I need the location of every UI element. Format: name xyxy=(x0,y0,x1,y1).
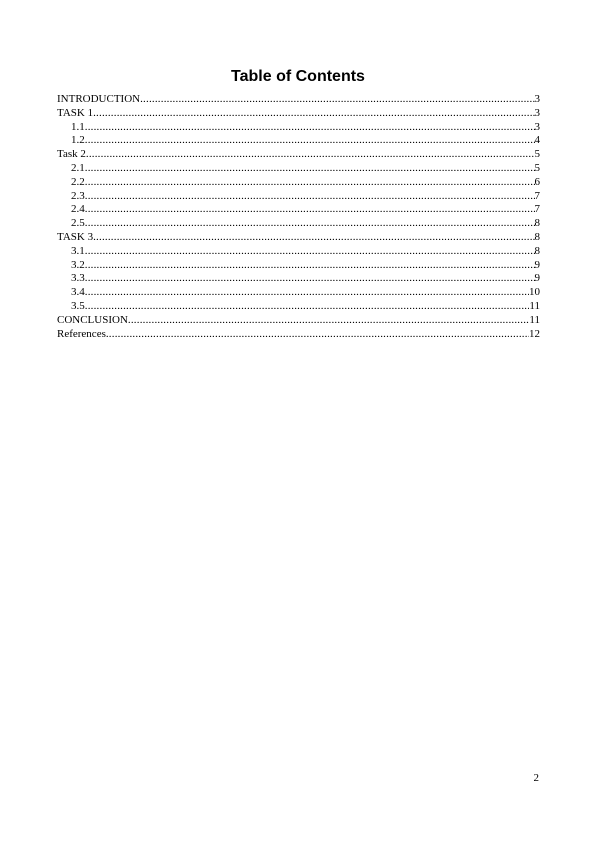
toc-entry-label: INTRODUCTION xyxy=(57,93,141,105)
toc-entry-label: 3.5 xyxy=(71,299,85,312)
toc-entry-label: TASK 3 xyxy=(57,230,94,243)
toc-dot-leader xyxy=(85,300,530,314)
toc-entry-page: 11 xyxy=(529,313,540,326)
toc-dot-leader xyxy=(85,134,535,148)
toc-entry-label: 1.2 xyxy=(71,134,85,147)
toc-entry-label: 2.3 xyxy=(71,189,85,202)
toc-dot-leader xyxy=(93,107,534,121)
toc-entry-page: 3 xyxy=(534,106,540,119)
toc-entry-page: 6 xyxy=(534,175,540,188)
toc-dot-leader xyxy=(85,162,535,176)
toc-entry-page: 8 xyxy=(534,230,540,243)
toc-entry-page: 11 xyxy=(529,299,540,312)
toc-dot-leader xyxy=(85,203,535,217)
toc-entry-page: 12 xyxy=(529,327,540,340)
toc-entry-label: 2.5 xyxy=(71,217,85,230)
toc-dot-leader xyxy=(85,121,535,135)
toc-entry-label: 2.4 xyxy=(71,203,85,216)
toc-dot-leader xyxy=(106,328,529,342)
toc-entry-3-4[interactable] xyxy=(57,286,540,300)
toc-dot-leader xyxy=(85,286,529,300)
toc-entry-page: 3 xyxy=(534,120,540,133)
toc-entry-label: 1.1 xyxy=(71,120,85,133)
toc-entry-page: 8 xyxy=(534,244,540,257)
toc-entry-page: 5 xyxy=(534,148,540,161)
toc-entry-label: 2.2 xyxy=(71,175,85,188)
toc-entry-label: Task 2 xyxy=(57,148,86,161)
table-of-contents xyxy=(57,93,540,341)
toc-entry-page: 5 xyxy=(534,161,540,174)
toc-entry-2-1[interactable] xyxy=(57,162,540,176)
toc-entry-2-3[interactable] xyxy=(57,190,540,204)
toc-dot-leader xyxy=(85,272,535,286)
toc-entry-page: 9 xyxy=(534,258,540,271)
toc-entry-3-5[interactable] xyxy=(57,300,540,314)
toc-entry-label: 2.1 xyxy=(71,161,85,174)
toc-entry-label: 3.4 xyxy=(71,286,85,299)
toc-entry-label: 3.2 xyxy=(71,258,85,271)
toc-dot-leader xyxy=(85,259,535,273)
toc-entry-label: 3.3 xyxy=(71,272,85,285)
toc-entry-2-2[interactable] xyxy=(57,176,540,190)
toc-entry-introduction[interactable] xyxy=(57,93,540,107)
toc-entry-page: 7 xyxy=(534,203,540,216)
toc-dot-leader xyxy=(93,231,534,245)
toc-dot-leader xyxy=(140,93,534,107)
toc-entry-3-3[interactable] xyxy=(57,272,540,286)
toc-dot-leader xyxy=(86,148,535,162)
toc-entry-page: 4 xyxy=(534,134,540,147)
toc-entry-label: TASK 1 xyxy=(57,106,94,119)
toc-dot-leader xyxy=(85,190,535,204)
toc-dot-leader xyxy=(85,217,535,231)
toc-entry-conclusion[interactable] xyxy=(57,314,540,328)
toc-entry-label: CONCLUSION xyxy=(57,313,128,326)
toc-dot-leader xyxy=(85,176,535,190)
toc-entry-page: 10 xyxy=(529,286,540,299)
toc-dot-leader xyxy=(85,245,535,259)
toc-entry-page: 3 xyxy=(534,93,540,105)
toc-entry-1-2[interactable] xyxy=(57,134,540,148)
toc-entry-2-4[interactable] xyxy=(57,203,540,217)
toc-dot-leader xyxy=(128,314,530,328)
toc-entry-task-2[interactable] xyxy=(57,148,540,162)
toc-entry-3-2[interactable] xyxy=(57,259,540,273)
toc-entry-label: References xyxy=(57,327,106,340)
page-number: 2 xyxy=(533,772,539,784)
toc-entry-page: 9 xyxy=(534,272,540,285)
toc-entry-task-1[interactable] xyxy=(57,107,540,121)
toc-entry-page: 7 xyxy=(534,189,540,202)
toc-entry-2-5[interactable] xyxy=(57,217,540,231)
toc-entry-1-1[interactable] xyxy=(57,121,540,135)
toc-entry-page: 8 xyxy=(534,217,540,230)
toc-entry-label: 3.1 xyxy=(71,244,85,257)
toc-entry-3-1[interactable] xyxy=(57,245,540,259)
toc-entry-task-3[interactable] xyxy=(57,231,540,245)
toc-entry-references[interactable] xyxy=(57,328,540,342)
page-title: Table of Contents xyxy=(231,68,365,85)
